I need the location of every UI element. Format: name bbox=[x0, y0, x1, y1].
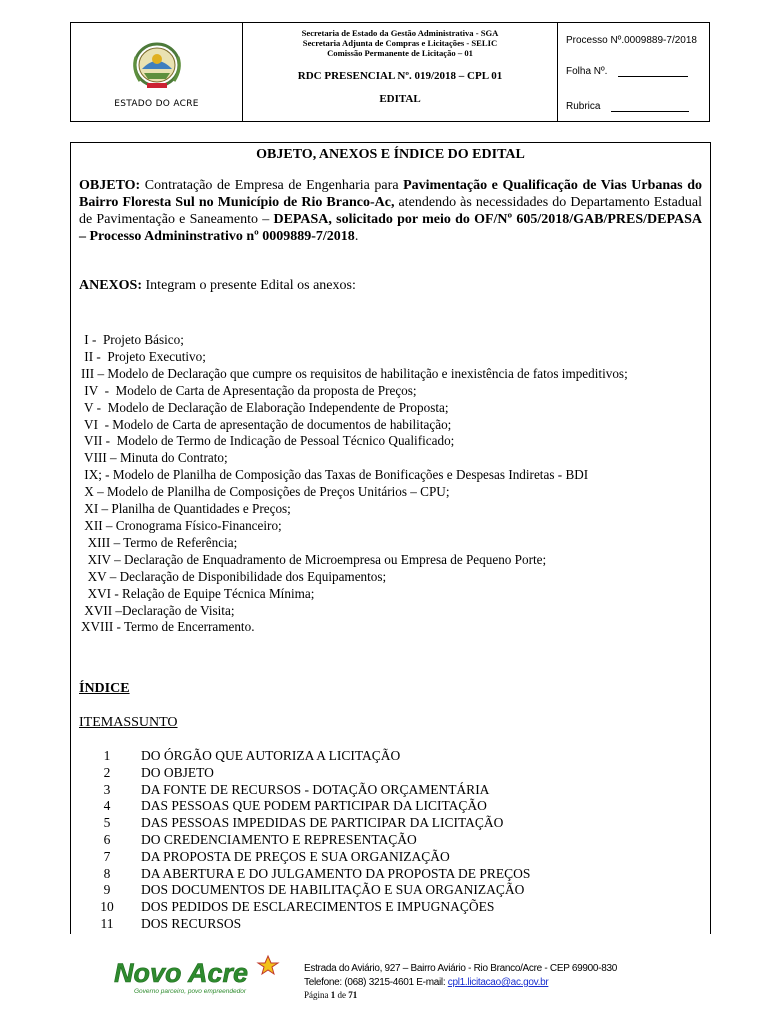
rubrica-field bbox=[566, 101, 700, 112]
objeto-bold-2: DEPASA, solicitado por meio do OF/Nº 605/2018/GAB/PRES/DEPASA – Processo Admininstrativo nº 0009889-7/2018 bbox=[79, 212, 702, 244]
rubrica-label: Rubrica bbox=[566, 101, 601, 112]
index-item-title: DOS PEDIDOS DE ESCLARECIMENTOS E IMPUGNAÇÕES bbox=[141, 899, 495, 915]
state-label: ESTADO DO ACRE bbox=[114, 99, 199, 109]
anexo-item: XI – Planilha de Quantidades e Preços; bbox=[81, 501, 291, 517]
rdc-number: RDC PRESENCIAL Nº. 019/2018 – CPL 01 bbox=[297, 70, 503, 82]
section-title: OBJETO, ANEXOS E ÍNDICE DO EDITAL bbox=[256, 147, 525, 162]
header-process-cell bbox=[557, 23, 709, 121]
page-prefix: Página bbox=[304, 990, 331, 1000]
item-assunto-header: ITEMASSUNTO bbox=[79, 715, 178, 730]
index-item-title: DA FONTE DE RECURSOS - DOTAÇÃO ORÇAMENTÁRIA bbox=[141, 781, 490, 797]
index-item-title: DO OBJETO bbox=[141, 764, 214, 780]
page-of: de bbox=[335, 990, 349, 1000]
logo-slogan: Governo parceiro, povo empreendedor bbox=[134, 988, 247, 995]
index-item-number: 11 bbox=[100, 915, 114, 931]
page-total: 71 bbox=[348, 990, 358, 1000]
header-emblem-cell bbox=[71, 23, 243, 121]
index-row bbox=[79, 798, 702, 815]
header-line-selic: Secretaria Adjunta de Compras e Licitações - SELIC bbox=[302, 38, 498, 48]
index-item-number: 9 bbox=[103, 882, 111, 898]
edital-label: EDITAL bbox=[379, 93, 421, 105]
index-row bbox=[79, 748, 702, 765]
index-item-number: 3 bbox=[103, 781, 111, 797]
header-center-cell bbox=[243, 23, 557, 121]
index-item-number: 7 bbox=[103, 848, 111, 864]
footer-contact bbox=[304, 962, 617, 990]
anexo-item: V - Modelo de Declaração de Elaboração Independente de Proposta; bbox=[81, 399, 449, 415]
anexo-item: VIII – Minuta do Contrato; bbox=[81, 450, 228, 466]
anexo-item: III – Modelo de Declaração que cumpre os requisitos de habilitação e inexistência de fatos impeditivos; bbox=[81, 365, 628, 381]
footer-phone-email bbox=[304, 976, 617, 990]
objeto-bold-1: Pavimentação e Qualificação de Vias Urbanas do Bairro Floresta Sul no Município de Rio Branco-Ac, bbox=[79, 178, 702, 210]
folha-label: Folha Nº. bbox=[566, 66, 608, 77]
index-item-title: DOS DOCUMENTOS DE HABILITAÇÃO E SUA ORGANIZAÇÃO bbox=[141, 882, 525, 898]
anexo-item: XVII –Declaração de Visita; bbox=[81, 602, 235, 618]
objeto-end: . bbox=[354, 229, 359, 244]
anexo-item: VII - Modelo de Termo de Indicação de Pessoal Técnico Qualificado; bbox=[81, 433, 455, 449]
anexo-item: II - Projeto Executivo; bbox=[81, 348, 206, 364]
index-item-title: DA ABERTURA E DO JULGAMENTO DA PROPOSTA DE PREÇOS bbox=[141, 865, 531, 881]
anexos-intro: Integram o presente Edital os anexos: bbox=[142, 278, 356, 293]
anexo-item: XII – Cronograma Físico-Financeiro; bbox=[81, 517, 282, 533]
edital-content-box bbox=[70, 142, 711, 934]
index-item-number: 1 bbox=[103, 748, 111, 763]
anexo-item: IV - Modelo de Carta de Apresentação da proposta de Preços; bbox=[81, 382, 417, 398]
index-item-number: 10 bbox=[100, 899, 114, 915]
document-header bbox=[70, 22, 710, 122]
index-row bbox=[79, 832, 702, 849]
anexo-item: I - Projeto Básico; bbox=[81, 332, 184, 347]
objeto-paragraph bbox=[79, 177, 702, 245]
logo-text: Novo Acre bbox=[114, 958, 249, 988]
anexos-paragraph bbox=[79, 277, 702, 294]
index-row bbox=[79, 849, 702, 866]
index-row bbox=[79, 765, 702, 782]
index-item-number: 8 bbox=[103, 865, 111, 881]
objeto-text-1: Contratação de Empresa de Engenharia para bbox=[140, 178, 404, 193]
index-row bbox=[79, 882, 702, 899]
index-table bbox=[79, 748, 702, 933]
anexo-item: XV – Declaração de Disponibilidade dos Equipamentos; bbox=[81, 568, 387, 584]
index-row bbox=[79, 866, 702, 883]
novo-acre-logo-icon bbox=[112, 952, 290, 996]
index-row bbox=[79, 899, 702, 916]
anexo-item: XVIII - Termo de Encerramento. bbox=[81, 619, 255, 635]
index-item-title: DAS PESSOAS QUE PODEM PARTICIPAR DA LICITAÇÃO bbox=[141, 798, 487, 814]
index-item-number: 4 bbox=[103, 798, 111, 814]
footer-email-link[interactable]: cpl1.licitacao@ac.gov.br bbox=[447, 977, 549, 988]
folha-line bbox=[618, 76, 688, 77]
anexo-item: IX; - Modelo de Planilha de Composição das Taxas de Bonificações e Despesas Indiretas - BDI bbox=[81, 467, 589, 483]
index-item-title: DA PROPOSTA DE PREÇOS E SUA ORGANIZAÇÃO bbox=[141, 848, 450, 864]
index-item-title: DOS RECURSOS bbox=[141, 915, 242, 931]
rubrica-line bbox=[611, 111, 689, 112]
index-row bbox=[79, 782, 702, 799]
index-row bbox=[79, 916, 702, 933]
header-line-cpl: Comissão Permanente de Licitação – 01 bbox=[327, 48, 473, 58]
index-item-title: DO CREDENCIAMENTO E REPRESENTAÇÃO bbox=[141, 831, 417, 847]
indice-heading: ÍNDICE bbox=[79, 681, 130, 696]
index-item-title: DO ÓRGÃO QUE AUTORIZA A LICITAÇÃO bbox=[141, 748, 401, 763]
page-indicator bbox=[304, 990, 357, 1000]
header-line-sga: Secretaria de Estado da Gestão Administrativa - SGA bbox=[301, 28, 499, 38]
index-item-number: 2 bbox=[103, 764, 111, 780]
index-item-number: 5 bbox=[103, 815, 111, 831]
footer-address: Estrada do Aviário, 927 – Bairro Aviário - Rio Branco/Acre - CEP 69900-830 bbox=[304, 963, 617, 974]
index-row bbox=[79, 815, 702, 832]
anexos-label: ANEXOS: bbox=[79, 278, 143, 293]
index-item-title: DAS PESSOAS IMPEDIDAS DE PARTICIPAR DA LICITAÇÃO bbox=[141, 815, 504, 831]
objeto-label: OBJETO: bbox=[79, 178, 141, 193]
processo-number: Processo Nº.0009889-7/2018 bbox=[566, 35, 697, 46]
anexo-item: XVI - Relação de Equipe Técnica Mínima; bbox=[81, 585, 315, 601]
footer-phone: Telefone: (068) 3215-4601 E-mail: bbox=[304, 977, 448, 988]
page-number: 1 bbox=[330, 990, 336, 1000]
novo-acre-logo bbox=[112, 952, 290, 996]
anexo-item: VI - Modelo de Carta de apresentação de documentos de habilitação; bbox=[81, 416, 452, 432]
anexo-item: XIV – Declaração de Enquadramento de Microempresa ou Empresa de Pequeno Porte; bbox=[81, 551, 547, 567]
acre-coat-of-arms-icon bbox=[130, 39, 184, 91]
anexo-item: X – Modelo de Planilha de Composições de Preços Unitários – CPU; bbox=[81, 484, 450, 500]
folha-field bbox=[566, 66, 700, 77]
index-item-number: 6 bbox=[103, 831, 111, 847]
anexo-item: XIII – Termo de Referência; bbox=[81, 534, 238, 550]
objeto-text-2: atendendo às necessidades do Departamento Estadual de Pavimentação e Saneamento – bbox=[79, 195, 702, 227]
anexos-list bbox=[81, 332, 702, 636]
